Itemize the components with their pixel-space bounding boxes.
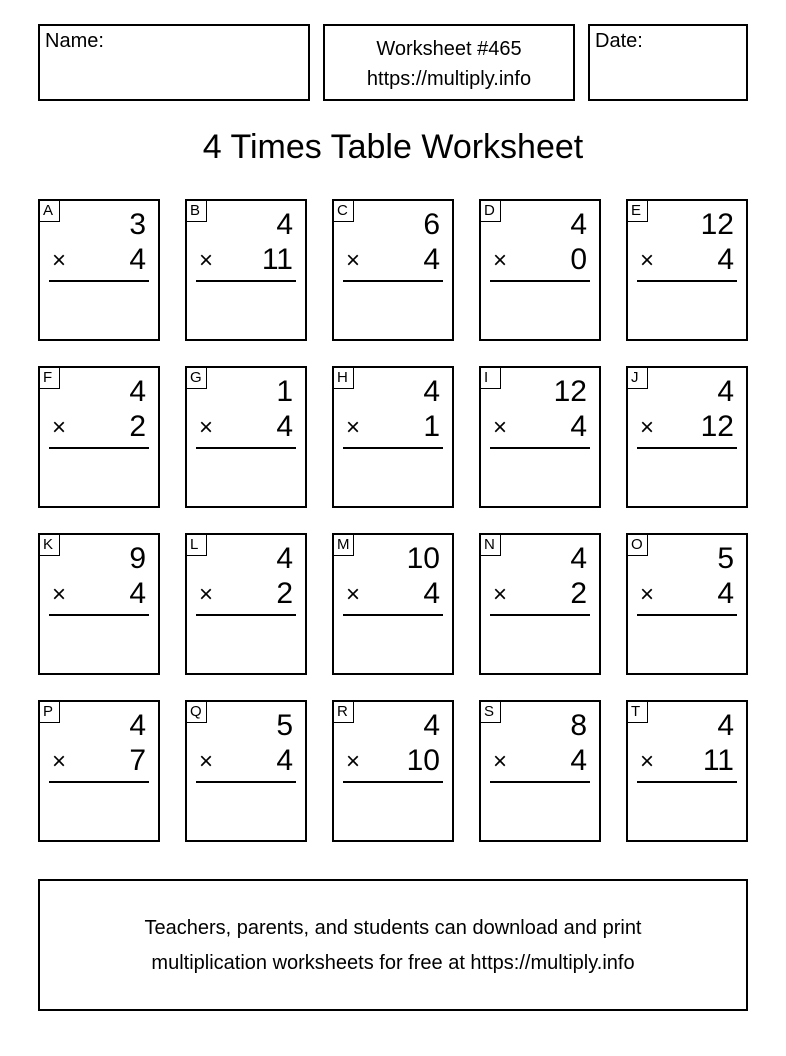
problem-letter: N	[480, 534, 501, 556]
problem-letter: G	[186, 367, 207, 389]
multiplier: 4	[570, 744, 587, 777]
problem-card[interactable]	[626, 700, 748, 842]
problem-letter: Q	[186, 701, 207, 723]
times-sign: ×	[346, 581, 361, 608]
footer-line-1: Teachers, parents, and students can download and print	[144, 917, 642, 939]
multiplicand: 4	[129, 709, 146, 742]
multiplier: 2	[570, 577, 587, 610]
multiplicand: 4	[570, 542, 587, 575]
times-sign: ×	[346, 247, 361, 274]
problem-letter: B	[186, 200, 207, 222]
answer-line	[637, 614, 737, 616]
multiplicand: 4	[717, 709, 734, 742]
problem-card[interactable]	[626, 533, 748, 675]
problem-card[interactable]	[332, 533, 454, 675]
multiplicand: 5	[276, 709, 293, 742]
multiplicand: 12	[553, 375, 587, 408]
multiplier: 0	[570, 243, 587, 276]
problem-card[interactable]	[626, 199, 748, 341]
multiplicand: 4	[276, 542, 293, 575]
times-sign: ×	[52, 581, 67, 608]
answer-line	[49, 781, 149, 783]
multiplier: 4	[717, 243, 734, 276]
date-label: Date:	[595, 30, 643, 52]
answer-line	[49, 614, 149, 616]
times-sign: ×	[493, 581, 508, 608]
problem-letter: M	[333, 534, 354, 556]
multiplier: 4	[129, 577, 146, 610]
times-sign: ×	[346, 748, 361, 775]
problem-letter: J	[627, 367, 648, 389]
problem-letter: H	[333, 367, 354, 389]
times-sign: ×	[199, 581, 214, 608]
answer-line	[196, 447, 296, 449]
times-sign: ×	[640, 247, 655, 274]
name-label: Name:	[45, 30, 104, 52]
footer-line-2: multiplication worksheets for free at https://multiply.info	[151, 952, 635, 974]
problem-letter: R	[333, 701, 354, 723]
problem-card[interactable]	[38, 533, 160, 675]
answer-line	[637, 781, 737, 783]
problem-letter: L	[186, 534, 207, 556]
multiplier: 2	[129, 410, 146, 443]
problem-card[interactable]	[332, 366, 454, 508]
answer-line	[196, 280, 296, 282]
multiplicand: 1	[276, 375, 293, 408]
multiplicand: 3	[129, 208, 146, 241]
multiplicand: 12	[700, 208, 734, 241]
times-sign: ×	[52, 414, 67, 441]
multiplier: 4	[717, 577, 734, 610]
answer-line	[490, 280, 590, 282]
problem-letter: I	[480, 367, 501, 389]
worksheet-url: https://multiply.info	[366, 68, 532, 90]
times-sign: ×	[640, 581, 655, 608]
answer-line	[343, 781, 443, 783]
multiplier: 4	[276, 744, 293, 777]
multiplicand: 4	[129, 375, 146, 408]
multiplier: 1	[423, 410, 440, 443]
multiplicand: 4	[570, 208, 587, 241]
times-sign: ×	[199, 748, 214, 775]
problem-card[interactable]	[185, 199, 307, 341]
problem-card[interactable]	[332, 700, 454, 842]
problem-card[interactable]	[479, 700, 601, 842]
multiplicand: 4	[717, 375, 734, 408]
date-field-box[interactable]	[588, 24, 748, 101]
multiplicand: 4	[423, 375, 440, 408]
answer-line	[490, 614, 590, 616]
multiplicand: 10	[406, 542, 440, 575]
problem-card[interactable]	[185, 700, 307, 842]
multiplicand: 4	[423, 709, 440, 742]
multiplier: 11	[261, 243, 293, 276]
worksheet-number: Worksheet #465	[376, 38, 522, 60]
problem-card[interactable]	[332, 199, 454, 341]
multiplier: 4	[423, 243, 440, 276]
problem-card[interactable]	[479, 199, 601, 341]
answer-line	[343, 447, 443, 449]
times-sign: ×	[493, 247, 508, 274]
answer-line	[196, 781, 296, 783]
multiplier: 11	[702, 744, 734, 777]
times-sign: ×	[52, 247, 67, 274]
problem-letter: D	[480, 200, 501, 222]
multiplicand: 5	[717, 542, 734, 575]
times-sign: ×	[199, 414, 214, 441]
problem-letter: A	[39, 200, 60, 222]
answer-line	[637, 280, 737, 282]
multiplier: 2	[276, 577, 293, 610]
multiplier: 4	[276, 410, 293, 443]
problem-card[interactable]	[479, 366, 601, 508]
problem-card[interactable]	[38, 366, 160, 508]
multiplicand: 9	[129, 542, 146, 575]
answer-line	[490, 781, 590, 783]
problem-card[interactable]	[185, 533, 307, 675]
problem-card[interactable]	[479, 533, 601, 675]
page-title: 4 Times Table Worksheet	[202, 128, 584, 166]
problem-letter: T	[627, 701, 648, 723]
name-field-box[interactable]	[38, 24, 310, 101]
multiplier: 10	[406, 744, 440, 777]
problem-grid	[38, 199, 748, 842]
multiplier: 12	[700, 410, 734, 443]
multiplier: 7	[129, 744, 146, 777]
answer-line	[637, 447, 737, 449]
problem-card[interactable]	[38, 199, 160, 341]
problem-letter: S	[480, 701, 501, 723]
answer-line	[196, 614, 296, 616]
answer-line	[343, 280, 443, 282]
answer-line	[490, 447, 590, 449]
problem-letter: O	[627, 534, 648, 556]
answer-line	[343, 614, 443, 616]
problem-card[interactable]	[185, 366, 307, 508]
multiplicand: 6	[423, 208, 440, 241]
problem-letter: E	[627, 200, 648, 222]
times-sign: ×	[640, 748, 655, 775]
multiplier: 4	[129, 243, 146, 276]
times-sign: ×	[52, 748, 67, 775]
multiplicand: 4	[276, 208, 293, 241]
times-sign: ×	[493, 414, 508, 441]
times-sign: ×	[199, 247, 214, 274]
problem-card[interactable]	[626, 366, 748, 508]
problem-letter: F	[39, 367, 60, 389]
problem-card[interactable]	[38, 700, 160, 842]
times-sign: ×	[640, 414, 655, 441]
problem-letter: P	[39, 701, 60, 723]
multiplier: 4	[423, 577, 440, 610]
multiplier: 4	[570, 410, 587, 443]
answer-line	[49, 447, 149, 449]
multiplicand: 8	[570, 709, 587, 742]
footer-note	[38, 879, 748, 1011]
problem-letter: K	[39, 534, 60, 556]
problem-letter: C	[333, 200, 354, 222]
times-sign: ×	[346, 414, 361, 441]
times-sign: ×	[493, 748, 508, 775]
answer-line	[49, 280, 149, 282]
worksheet-info-box	[323, 24, 575, 101]
